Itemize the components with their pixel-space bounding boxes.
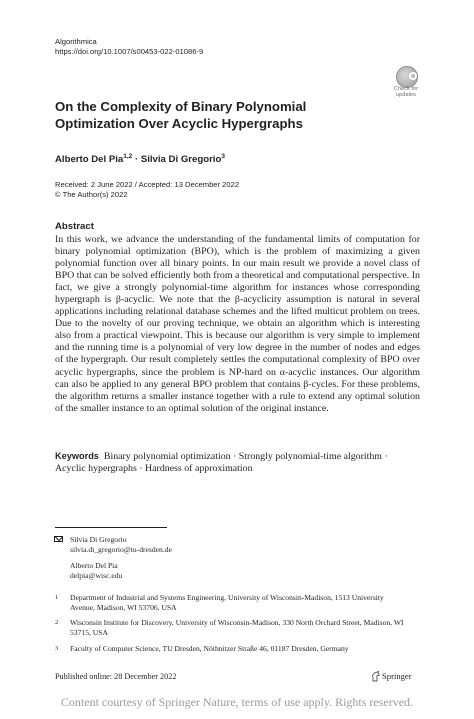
corresponding-author-1-name: Silvia Di Gregorio: [70, 535, 127, 544]
courtesy-notice: Content courtesy of Springer Nature, terms of use apply. Rights reserved.: [60, 695, 414, 709]
badge-line-2: updates: [396, 92, 416, 99]
footnote-divider: [55, 527, 167, 528]
abstract-text: In this work, we advance the understanding of the fundamental limits of computation for binary polynomial optimization (BPO), which is the problem of maximizing a given polynomial function over all binary points. In our main result we provide a novel class of BPO that can be solved efficiently both from a theoretical and computational perspective. In fact, we give a strongly polynomial-time algorithm for instances whose corresponding hypergraph is β-acyclic. We note that the β-acyclicity assumption is natural in several applications including relational database schemes and the lifted multicut problem on trees. Due to the novelty of our proving technique, we obtain an algorithm which is interesting also from a practical viewpoint. This is because our algorithm is very simple to implement and the running time is a polynomial of very low degree in the number of nodes and edges of the hypergraph. Our result completely settles the computational complexity of BPO over acyclic hypergraphs, since the problem is NP-hard on α-acyclic instances. Our algorithm can also be applied to any general BPO problem that contains β-cycles. For these problems, the algorithm returns a smaller instance together with a rule to extend any optimal solution of the smaller instance to an optimal solution of the original instance.: [55, 234, 420, 414]
author-1-affiliation-marker: 1,2: [123, 153, 133, 160]
paper-title: On the Complexity of Binary Polynomial Optimization Over Acyclic Hypergraphs: [55, 99, 307, 131]
keywords-section: [55, 450, 420, 475]
author-separator: ·: [132, 154, 141, 166]
affiliation-1: Department of Industrial and Systems Engineering, University of Wisconsin-Madison, 1513 University Avenue, Madison, WI 53706, USA: [70, 593, 384, 612]
abstract-heading: Abstract: [55, 221, 94, 232]
affiliation-2: Wisconsin Institute for Discovery, University of Wisconsin-Madison, 330 North Orchard Street, Madison, WI 53715, USA: [70, 618, 404, 637]
doi-link[interactable]: https://doi.org/10.1007/s00453-022-01086-9: [55, 47, 204, 56]
author-2-affiliation-marker: 3: [221, 153, 225, 160]
author-list: [55, 151, 225, 166]
affiliation-3: Faculty of Computer Science, TU Dresden, Nöthnitzer Straße 46, 01187 Dresden, Germany: [70, 644, 349, 653]
corresponding-author-2-name: Alberto Del Pia: [70, 561, 118, 570]
corresponding-author-1-email[interactable]: silvia.di_gregorio@tu-dresden.de: [70, 545, 172, 554]
journal-name: Algorithmica: [55, 37, 97, 46]
received-accepted-dates: Received: 2 June 2022 / Accepted: 13 December 2022: [55, 180, 240, 189]
author-2-name[interactable]: Silvia Di Gregorio: [140, 154, 222, 166]
keywords-label: Keywords: [55, 451, 99, 461]
publisher-name: Springer: [382, 671, 412, 681]
keywords-text: Binary polynomial optimization · Strongly polynomial-time algorithm · Acyclic hypergraphs · Hardness of approximation: [55, 451, 388, 475]
author-1-name[interactable]: Alberto Del Pia: [55, 154, 124, 166]
springer-horse-icon: [371, 671, 380, 682]
published-online-date: Published online: 28 December 2022: [55, 672, 177, 681]
envelope-icon: [54, 536, 63, 542]
check-for-updates-badge[interactable]: [389, 66, 423, 100]
badge-line-1: Check for: [394, 86, 418, 92]
affiliation-3-number: 3: [55, 645, 59, 652]
corresponding-author-2-email[interactable]: delpia@wisc.edu: [70, 571, 123, 580]
affiliation-1-number: 1: [55, 594, 59, 601]
check-updates-icon: [396, 66, 418, 88]
copyright-line: © The Author(s) 2022: [55, 190, 128, 199]
affiliation-2-number: 2: [55, 619, 59, 626]
badge-label: [389, 86, 423, 99]
